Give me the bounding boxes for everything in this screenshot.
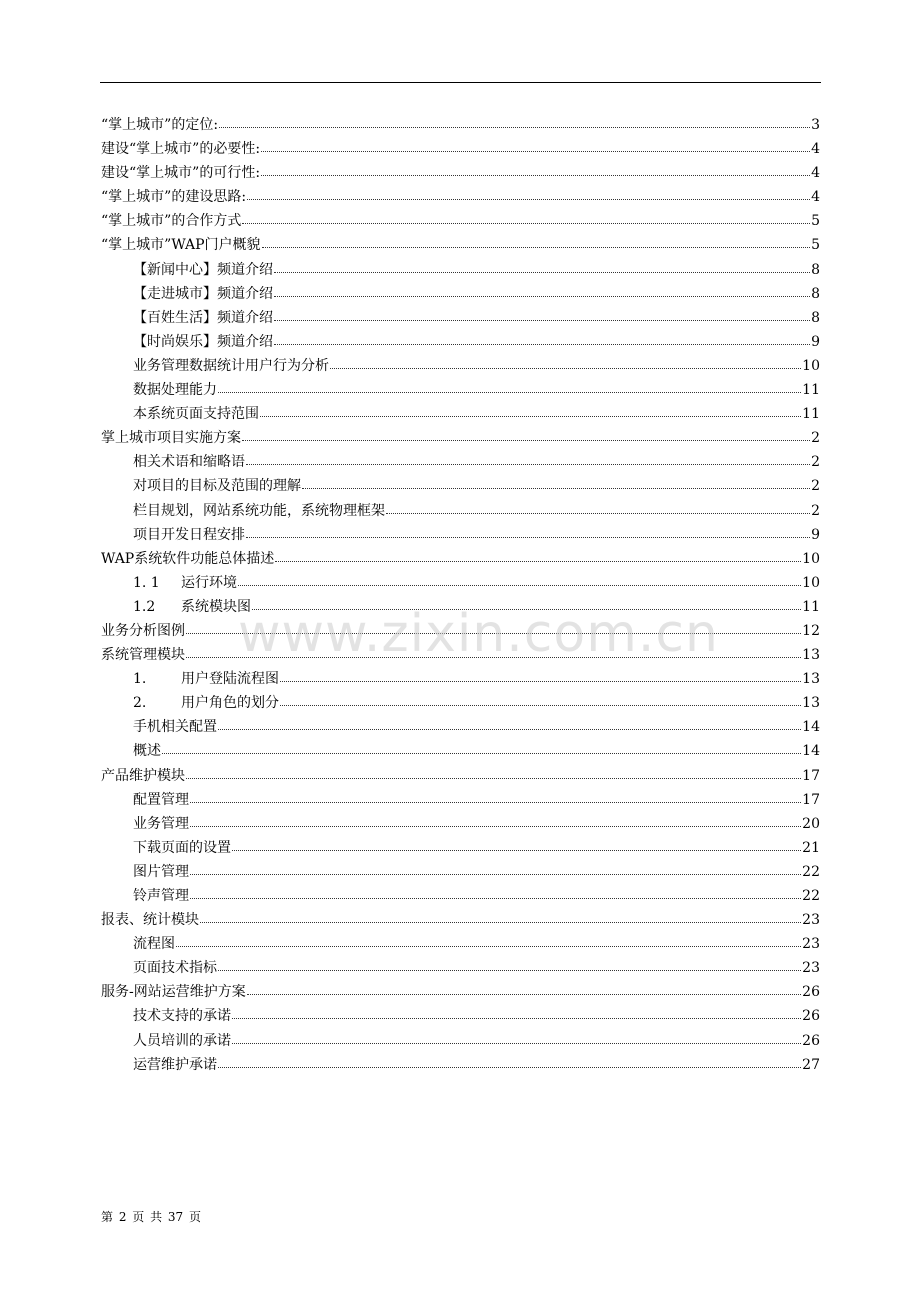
toc-entry-page: 27 bbox=[802, 1056, 820, 1073]
toc-leader-dots bbox=[262, 237, 811, 249]
toc-entry-title: “掌上城市”的建设思路: bbox=[101, 189, 247, 206]
toc-entry[interactable] bbox=[101, 1029, 820, 1053]
toc-leader-dots bbox=[274, 334, 810, 346]
toc-entry-title: 业务分析图例 bbox=[101, 622, 185, 639]
toc-entry-title: 运行环境 bbox=[181, 574, 237, 591]
toc-entry-title: 建设“掌上城市”的可行性: bbox=[101, 165, 261, 182]
toc-entry-number: 2. bbox=[133, 695, 147, 712]
toc-entry[interactable] bbox=[101, 595, 820, 619]
toc-entry[interactable] bbox=[101, 137, 820, 161]
toc-entry-page: 2 bbox=[811, 454, 820, 471]
toc-entry-title: 概述 bbox=[133, 743, 161, 760]
toc-leader-dots bbox=[218, 960, 801, 972]
toc-entry-page: 5 bbox=[811, 213, 820, 230]
toc-entry-title: 系统管理模块 bbox=[101, 647, 185, 664]
toc-leader-dots bbox=[246, 527, 810, 539]
toc-entry[interactable] bbox=[101, 1053, 820, 1077]
toc-leader-dots bbox=[247, 984, 801, 996]
toc-leader-dots bbox=[302, 478, 810, 490]
toc-leader-dots bbox=[280, 671, 801, 683]
toc-entry[interactable] bbox=[101, 667, 820, 691]
toc-leader-dots bbox=[386, 503, 810, 515]
toc-leader-dots bbox=[219, 117, 810, 129]
toc-entry[interactable] bbox=[101, 282, 820, 306]
toc-entry-title: 产品维护模块 bbox=[101, 767, 185, 784]
toc-entry-page: 23 bbox=[802, 912, 820, 929]
toc-leader-dots bbox=[218, 1057, 801, 1069]
toc-leader-dots bbox=[176, 936, 801, 948]
toc-entry-page: 21 bbox=[802, 839, 820, 856]
page-footer: 第 2 页 共 37 页 bbox=[101, 1210, 201, 1224]
toc-entry-title: 系统模块图 bbox=[181, 598, 251, 615]
toc-entry-page: 22 bbox=[802, 888, 820, 904]
toc-entry-page: 10 bbox=[802, 574, 820, 591]
toc-entry-title: “掌上城市”的定位: bbox=[101, 117, 219, 133]
toc-entry-page: 5 bbox=[811, 237, 820, 254]
toc-entry-title: 服务-网站运营维护方案 bbox=[101, 984, 246, 1001]
toc-entry-page: 26 bbox=[802, 1032, 820, 1049]
toc-entry-page: 23 bbox=[802, 936, 820, 953]
toc-entry-title: 流程图 bbox=[133, 936, 175, 953]
toc-entry-title: 对项目的目标及范围的理解 bbox=[133, 478, 301, 495]
toc-entry[interactable] bbox=[101, 932, 820, 956]
toc-entry-page: 12 bbox=[802, 622, 820, 639]
table-of-contents bbox=[101, 113, 820, 1077]
toc-leader-dots bbox=[186, 623, 801, 635]
toc-entry-title: 技术支持的承诺 bbox=[133, 1008, 231, 1025]
toc-entry[interactable] bbox=[101, 209, 820, 233]
toc-entry-title: 建设“掌上城市”的必要性: bbox=[101, 141, 261, 158]
toc-entry[interactable] bbox=[101, 739, 820, 763]
toc-entry[interactable] bbox=[101, 523, 820, 547]
toc-entry-title: “掌上城市”的合作方式 bbox=[101, 213, 242, 230]
toc-entry[interactable] bbox=[101, 619, 820, 643]
toc-entry[interactable] bbox=[101, 426, 820, 450]
toc-entry[interactable] bbox=[101, 884, 820, 908]
toc-entry-number: 1. bbox=[133, 671, 147, 688]
toc-entry-title: 【走进城市】频道介绍 bbox=[133, 285, 273, 302]
toc-leader-dots bbox=[190, 864, 801, 876]
toc-leader-dots bbox=[232, 1008, 801, 1020]
toc-leader-dots bbox=[186, 768, 801, 780]
toc-entry[interactable] bbox=[101, 980, 820, 1004]
toc-leader-dots bbox=[252, 599, 801, 611]
toc-entry[interactable] bbox=[101, 185, 820, 209]
toc-leader-dots bbox=[238, 575, 801, 587]
toc-entry-page: 4 bbox=[811, 141, 820, 158]
toc-leader-dots bbox=[275, 551, 801, 563]
toc-leader-dots bbox=[218, 382, 801, 394]
toc-entry[interactable] bbox=[101, 812, 820, 836]
toc-leader-dots bbox=[186, 647, 801, 659]
toc-entry-title: 铃声管理 bbox=[133, 888, 189, 904]
watermark: www.zixin.com.cn bbox=[238, 604, 719, 664]
toc-entry-page: 3 bbox=[811, 117, 820, 133]
toc-entry[interactable] bbox=[101, 715, 820, 739]
toc-entry-page: 11 bbox=[802, 406, 820, 423]
toc-entry[interactable] bbox=[101, 161, 820, 185]
toc-entry-page: 10 bbox=[802, 357, 820, 374]
toc-entry[interactable] bbox=[101, 233, 820, 257]
toc-entry-page: 13 bbox=[802, 647, 820, 664]
toc-entry[interactable] bbox=[101, 908, 820, 932]
toc-entry-page: 8 bbox=[811, 309, 820, 326]
toc-leader-dots bbox=[280, 695, 801, 707]
toc-entry[interactable] bbox=[101, 836, 820, 860]
toc-entry[interactable] bbox=[101, 571, 820, 595]
toc-entry-title: 页面技术指标 bbox=[133, 960, 217, 977]
toc-leader-dots bbox=[247, 189, 810, 201]
toc-entry-page: 11 bbox=[802, 598, 820, 615]
toc-leader-dots bbox=[242, 430, 810, 442]
toc-entry-page: 23 bbox=[802, 960, 820, 977]
toc-leader-dots bbox=[274, 310, 810, 322]
toc-entry-page: 20 bbox=[802, 815, 820, 832]
toc-entry[interactable] bbox=[101, 691, 820, 715]
toc-entry[interactable] bbox=[101, 306, 820, 330]
toc-entry[interactable] bbox=[101, 113, 820, 137]
toc-entry-page: 17 bbox=[802, 767, 820, 784]
toc-entry-page: 13 bbox=[802, 671, 820, 688]
toc-entry[interactable] bbox=[101, 547, 820, 571]
toc-entry-page: 8 bbox=[811, 285, 820, 302]
toc-entry-title: 栏目规划，网站系统功能，系统物理框架 bbox=[133, 502, 385, 519]
toc-entry-page: 10 bbox=[802, 550, 820, 567]
toc-entry-page: 26 bbox=[802, 984, 820, 1001]
toc-entry[interactable] bbox=[101, 643, 820, 667]
toc-entry[interactable] bbox=[101, 956, 820, 980]
toc-entry-page: 22 bbox=[802, 863, 820, 880]
toc-entry[interactable] bbox=[101, 354, 820, 378]
toc-leader-dots bbox=[218, 719, 801, 731]
toc-entry[interactable] bbox=[101, 1004, 820, 1028]
toc-entry-page: 8 bbox=[811, 261, 820, 278]
toc-entry-page: 2 bbox=[811, 502, 820, 519]
toc-entry-page: 4 bbox=[811, 189, 820, 206]
toc-entry-title: 手机相关配置 bbox=[133, 719, 217, 736]
toc-entry-title: 业务管理 bbox=[133, 815, 189, 832]
toc-entry-title: 运营维护承诺 bbox=[133, 1056, 217, 1073]
toc-entry-title: 数据处理能力 bbox=[133, 382, 217, 399]
toc-entry-title: 人员培训的承诺 bbox=[133, 1032, 231, 1049]
toc-leader-dots bbox=[260, 406, 801, 418]
toc-entry-page: 26 bbox=[802, 1008, 820, 1025]
toc-leader-dots bbox=[242, 213, 810, 225]
toc-leader-dots bbox=[261, 165, 810, 177]
toc-entry-page: 14 bbox=[802, 719, 820, 736]
toc-entry-page: 17 bbox=[802, 791, 820, 808]
toc-leader-dots bbox=[190, 816, 801, 828]
toc-leader-dots bbox=[274, 262, 810, 274]
toc-entry-number: 1.2 bbox=[133, 598, 156, 615]
toc-entry-title: “掌上城市”WAP门户概貌 bbox=[101, 237, 261, 254]
toc-entry-title: 【时尚娱乐】频道介绍 bbox=[133, 333, 273, 350]
toc-entry-title: 本系统页面支持范围 bbox=[133, 406, 259, 423]
toc-entry-page: 11 bbox=[802, 382, 820, 399]
toc-entry[interactable] bbox=[101, 860, 820, 884]
toc-entry-title: 图片管理 bbox=[133, 863, 189, 880]
toc-entry-title: 【新闻中心】频道介绍 bbox=[133, 261, 273, 278]
toc-leader-dots bbox=[274, 286, 810, 298]
toc-entry-page: 2 bbox=[811, 430, 820, 447]
toc-leader-dots bbox=[232, 840, 801, 852]
header-rule bbox=[100, 82, 821, 83]
toc-entry-title: 相关术语和缩略语 bbox=[133, 454, 245, 471]
toc-entry-page: 14 bbox=[802, 743, 820, 760]
toc-entry-page: 2 bbox=[811, 478, 820, 495]
toc-entry-title: 掌上城市项目实施方案 bbox=[101, 430, 241, 447]
toc-leader-dots bbox=[246, 454, 810, 466]
toc-entry-page: 9 bbox=[811, 333, 820, 350]
toc-entry[interactable] bbox=[101, 764, 820, 788]
toc-leader-dots bbox=[200, 912, 801, 924]
toc-leader-dots bbox=[261, 141, 810, 153]
toc-entry-page: 13 bbox=[802, 695, 820, 712]
toc-entry-title: 项目开发日程安排 bbox=[133, 526, 245, 543]
toc-entry[interactable] bbox=[101, 474, 820, 498]
toc-entry[interactable] bbox=[101, 499, 820, 523]
toc-entry[interactable] bbox=[101, 402, 820, 426]
toc-leader-dots bbox=[232, 1033, 801, 1045]
toc-entry[interactable] bbox=[101, 378, 820, 402]
toc-entry[interactable] bbox=[101, 330, 820, 354]
toc-entry[interactable] bbox=[101, 258, 820, 282]
toc-entry-title: 用户角色的划分 bbox=[181, 695, 279, 712]
toc-entry-title: 下载页面的设置 bbox=[133, 839, 231, 856]
toc-entry-number: 1. 1 bbox=[133, 574, 160, 591]
toc-leader-dots bbox=[330, 358, 801, 370]
toc-leader-dots bbox=[190, 888, 801, 900]
toc-entry-title: 业务管理数据统计用户行为分析 bbox=[133, 357, 329, 374]
toc-entry-title: 报表、统计模块 bbox=[101, 912, 199, 929]
toc-entry-title: 用户登陆流程图 bbox=[181, 671, 279, 688]
toc-entry-page: 9 bbox=[811, 526, 820, 543]
toc-entry[interactable] bbox=[101, 788, 820, 812]
toc-leader-dots bbox=[190, 792, 801, 804]
toc-entry-title: 【百姓生活】频道介绍 bbox=[133, 309, 273, 326]
toc-entry-title: WAP系统软件功能总体描述 bbox=[101, 550, 275, 567]
toc-entry-page: 4 bbox=[811, 165, 820, 182]
toc-entry[interactable] bbox=[101, 450, 820, 474]
toc-entry-title: 配置管理 bbox=[133, 791, 189, 808]
toc-leader-dots bbox=[162, 743, 801, 755]
